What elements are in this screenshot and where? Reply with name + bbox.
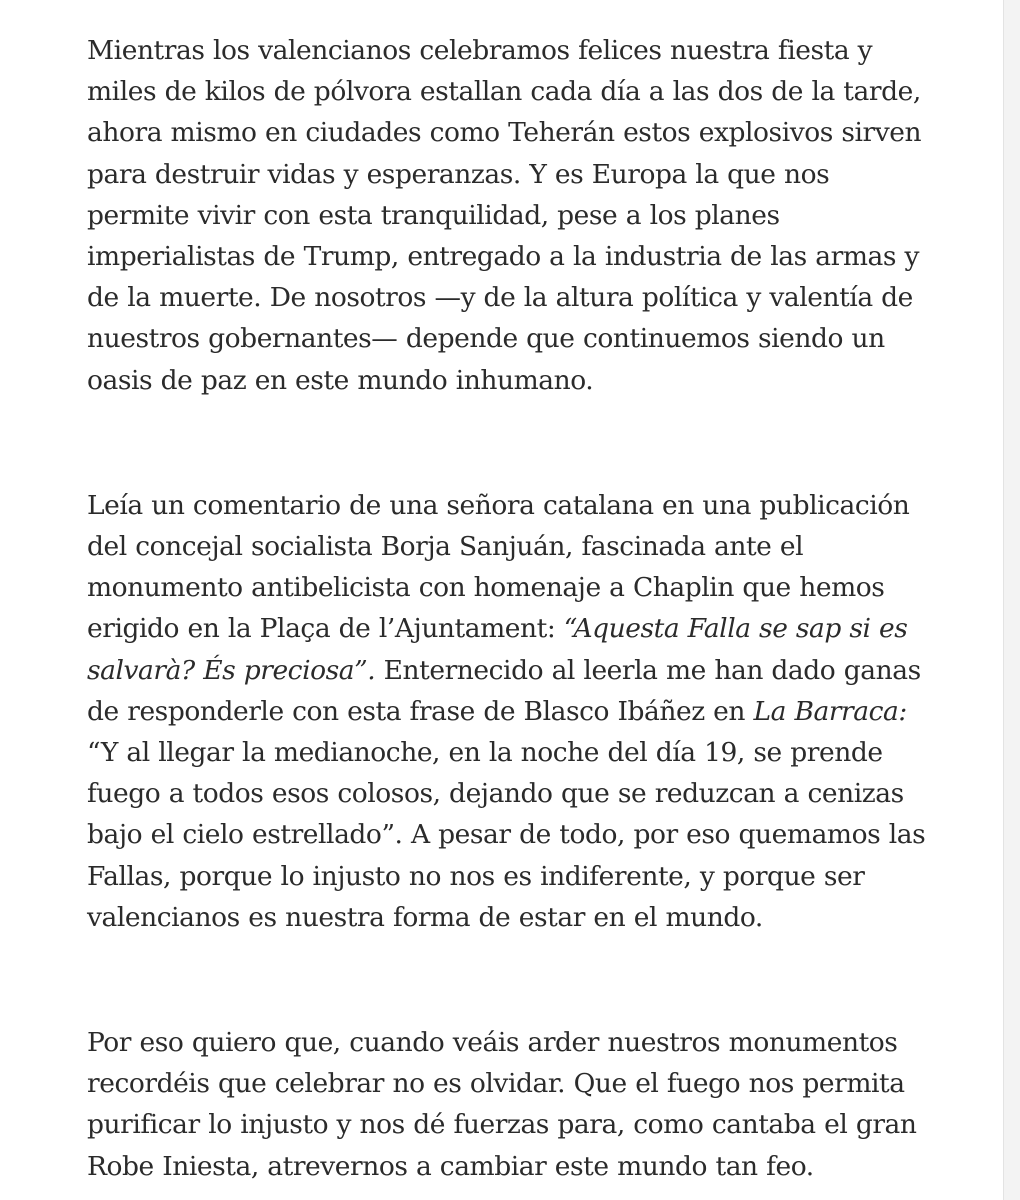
book-title-italic: La Barraca: [753, 695, 907, 727]
text-line: valencianos es nuestra forma de estar en el mundo. [87, 901, 763, 933]
text-line: Leía un comentario de una señora catalana en una publicación [87, 489, 910, 521]
text-line: imperialistas de Trump, entregado a la industria de las armas y [87, 241, 919, 273]
text-run: Enternecido al leerla me han dado ganas [375, 654, 921, 686]
text-line: nuestros gobernantes— depende que continuemos siendo un [87, 323, 885, 355]
text-line [87, 608, 927, 649]
text-line: fuego a todos esos colosos, dejando que se reduzcan a cenizas [87, 778, 904, 810]
text-run: erigido en la Plaça de l’Ajuntament: [87, 613, 564, 645]
text-line: del concejal socialista Borja Sanjuán, fascinada ante el [87, 531, 804, 563]
text-line [87, 650, 927, 691]
text-line: permite vivir con esta tranquilidad, pese a los planes [87, 199, 780, 231]
paragraph-3 [87, 1022, 927, 1187]
quote-italic: salvarà? És preciosa”. [87, 654, 376, 686]
text-line: bajo el cielo estrellado”. A pesar de todo, por eso quemamos las [87, 819, 926, 851]
text-line: Fallas, porque lo injusto no nos es indiferente, y porque ser [87, 860, 865, 892]
text-line: Robe Iniesta, atrevernos a cambiar este mundo tan feo. [87, 1150, 814, 1182]
text-line [87, 691, 927, 732]
text-line: miles de kilos de pólvora estallan cada día a las dos de la tarde, [87, 76, 921, 108]
text-line: Mientras los valencianos celebramos felices nuestra fiesta y [87, 35, 873, 66]
text-line: “Y al llegar la medianoche, en la noche del día 19, se prende [87, 737, 883, 769]
text-line: oasis de paz en este mundo inhumano. [87, 364, 594, 396]
text-line: para destruir vidas y esperanzas. Y es Europa la que nos [87, 158, 830, 190]
paragraph-2 [87, 485, 927, 938]
quote-italic: “Aquesta Falla se sap si es [563, 613, 908, 645]
text-run: de responderle con esta frase de Blasco Ibáñez en [87, 695, 754, 727]
text-line: de la muerte. De nosotros —y de la altura política y valentía de [87, 282, 913, 314]
scrollbar[interactable] [1003, 0, 1020, 1200]
text-line: ahora mismo en ciudades como Teherán estos explosivos sirven [87, 117, 922, 149]
text-line: Por eso quiero que, cuando veáis arder nuestros monumentos [87, 1027, 898, 1059]
text-line: purificar lo injusto y nos dé fuerzas para, como cantaba el gran [87, 1109, 917, 1141]
paragraph-1 [87, 30, 927, 401]
article-body [87, 30, 927, 1187]
text-line: monumento antibelicista con homenaje a Chaplin que hemos [87, 572, 885, 604]
text-line: recordéis que celebrar no es olvidar. Que el fuego nos permita [87, 1068, 905, 1100]
